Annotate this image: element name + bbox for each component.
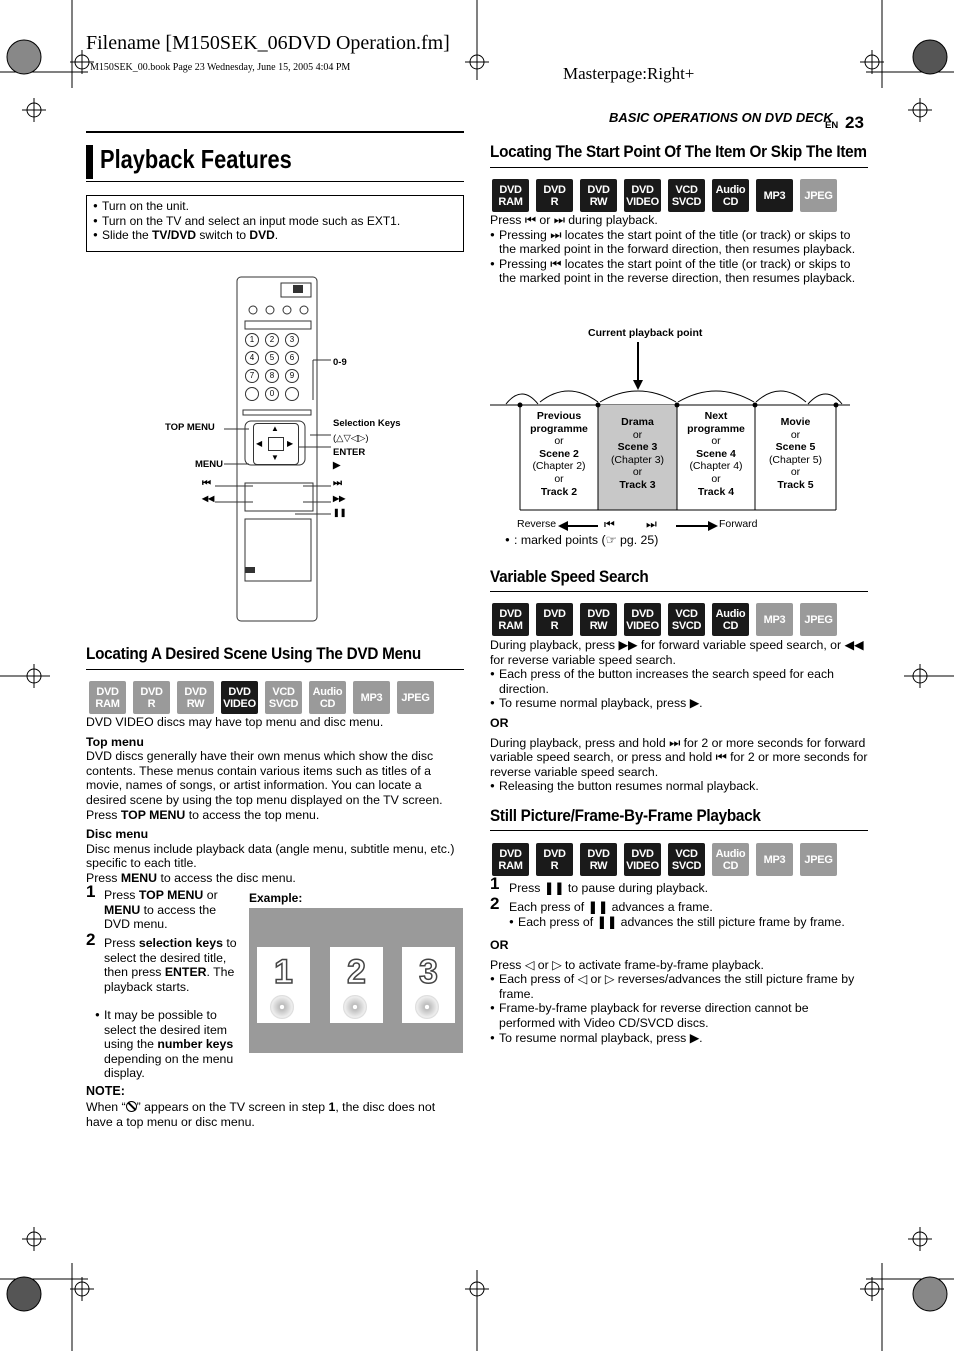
reverse-label: Reverse (517, 518, 557, 530)
vss-bullet: ● Releasing the button resumes normal playback. (490, 779, 868, 794)
title-bar (86, 145, 93, 179)
next-label: ⏭ (333, 478, 342, 489)
disc-badge: DVD RAM (492, 843, 529, 876)
disc-type-badges (492, 843, 837, 876)
title-rule (86, 131, 464, 133)
disc-menu-press: Press MENU to access the disc menu. (86, 870, 296, 885)
disc-badge: MP3 (756, 179, 793, 212)
disc-badge: DVD R (536, 843, 573, 876)
disc-badge: VCD SVCD (668, 603, 705, 636)
number-key[interactable]: 2 (265, 333, 279, 347)
example-title-2[interactable]: 2 (330, 947, 383, 1023)
menu-section-body (86, 715, 464, 886)
prev-icon: ⏮ (604, 517, 615, 531)
number-key[interactable]: 4 (245, 351, 259, 365)
disc-badge: DVD RAM (492, 179, 529, 212)
number-key[interactable]: 8 (265, 369, 279, 383)
locate-bullet-forward: ● Pressing ⏭ locates the start point of the title (or track) or skips to the marked point in the forward direction, then resumes playback. (490, 228, 868, 257)
prev-icon: ⏮ (524, 213, 536, 227)
disc-badge: Audio CD (309, 681, 346, 714)
book-info: M150SEK_00.book Page 23 Wednesday, June 15, 2005 4:04 PM (90, 62, 351, 73)
prep-item: ● Turn on the unit. (93, 199, 457, 214)
note-text: When “ ” appears on the TV screen in step 1, the disc does not have a top menu or disc menu. (86, 1100, 436, 1129)
still-section-heading: Still Picture/Frame-By-Frame Playback (490, 806, 761, 825)
prep-item: ● Slide the TV/DVD switch to DVD. (93, 228, 457, 243)
step-1-text: Press TOP MENU or MENU to access the DVD menu. (104, 888, 218, 932)
number-key[interactable] (285, 387, 299, 401)
selection-keys-label: Selection Keys (333, 418, 401, 429)
example-menu-screen (249, 908, 463, 1053)
disc-badge: VCD SVCD (265, 681, 302, 714)
menu-section-heading: Locating A Desired Scene Using The DVD Menu (86, 644, 421, 663)
play-icon: ▶ (689, 696, 700, 711)
number-key[interactable] (245, 387, 259, 401)
disc-badge: DVD RW (580, 179, 617, 212)
still-bullet: ● Frame-by-frame playback for reverse direction cannot be performed with Video CD/SVCD discs. (490, 1001, 868, 1030)
number-keys-label: 0-9 (333, 357, 347, 368)
example-title-3[interactable]: 3 (402, 947, 455, 1023)
enter-label: ENTER (333, 447, 366, 458)
vss-bullet: ● To resume normal playback, press ▶. (490, 696, 868, 711)
number-key[interactable]: 1 (245, 333, 259, 347)
number-key[interactable]: 9 (285, 369, 299, 383)
disc-badge: DVD R (133, 681, 170, 714)
pause-icon: ❚❚ (596, 914, 618, 929)
ff-label: ▶▶ (333, 494, 346, 503)
vss-section-rule (490, 591, 868, 592)
still-section-body (490, 938, 868, 1045)
left-arrow-icon: ◁ (524, 957, 535, 972)
reference-icon: ☞ (605, 533, 617, 547)
number-key[interactable]: 6 (285, 351, 299, 365)
example-title-1[interactable]: 1 (257, 947, 310, 1023)
skip-diagram (490, 322, 868, 552)
still-step-1-number: 1 (490, 874, 500, 893)
disc-badge: Audio CD (712, 179, 749, 212)
current-point-label: Current playback point (588, 327, 703, 339)
still-section-rule (490, 830, 868, 831)
disc-badge: DVD RAM (492, 603, 529, 636)
disc-badge: DVD RW (177, 681, 214, 714)
or-label: OR (490, 715, 509, 730)
top-menu-heading: Top menu (86, 734, 144, 749)
disc-badge: DVD VIDEO (624, 179, 661, 212)
menu-intro: DVD VIDEO discs may have top menu and disc menu. (86, 715, 384, 729)
prev-icon: ⏮ (715, 750, 727, 765)
step-2-text: Press selection keys to select the desired title, then press ENTER. The playback starts. (104, 936, 237, 994)
disc-badge: DVD RW (580, 843, 617, 876)
still-step-1-text: Press ❚❚ to pause during playback. (509, 881, 709, 895)
prohibited-icon (126, 1101, 137, 1112)
lang-tag: EN (825, 120, 839, 131)
masterpage-label: Masterpage:Right+ (563, 64, 695, 83)
topmenu-label: TOP MENU (165, 422, 215, 433)
selection-keys-symbols: (△▽◁▷) (333, 433, 369, 444)
next-icon: ⏭ (550, 227, 562, 242)
next-icon: ⏭ (646, 517, 657, 531)
disc-type-badges (492, 603, 837, 636)
number-key[interactable]: 0 (265, 387, 279, 401)
top-menu-text: DVD discs generally have their own menus which show the disc contents. These menus contain various items such as titles of a movie, names of songs, or artist information. You can locate a desired scene by using the top menu displayed on the TV screen. (86, 749, 443, 807)
step-2-bullet: ● It may be possible to select the desired item using the number keys depending on the menu display. (95, 1008, 246, 1081)
remote-control-illustration (165, 275, 401, 625)
disc-badge: VCD SVCD (668, 843, 705, 876)
number-key[interactable]: 7 (245, 369, 259, 383)
rewind-icon: ◀◀ (844, 638, 864, 652)
disc-menu-text: Disc menus include playback data (angle menu, subtitle menu, etc.) specific to each title. (86, 841, 455, 871)
disc-menu-heading: Disc menu (86, 827, 149, 842)
vss-hold-text: During playback, press and hold ⏭ for 2 or more seconds for forward variable speed search, or press and hold ⏮ for 2 or more seconds for reverse variable speed search. (490, 735, 868, 779)
menu-section-rule (86, 669, 464, 670)
play-icon: ▶ (689, 1030, 700, 1045)
menu-label: MENU (195, 459, 223, 470)
still-step-2-bullet: ● Each press of ❚❚ advances the still picture frame by frame. (509, 915, 867, 930)
diagram-cell: Next programme or Scene 4 (Chapter 4) or Track 4 (687, 410, 745, 498)
disc-type-badges (89, 681, 434, 714)
number-key[interactable]: 5 (265, 351, 279, 365)
vss-section-body (490, 638, 868, 794)
fast-forward-icon: ▶▶ (618, 638, 638, 652)
filename-header: Filename [M150SEK_06DVD Operation.fm] (86, 32, 450, 54)
disc-badge: JPEG (800, 603, 837, 636)
disc-badge: MP3 (756, 603, 793, 636)
next-icon: ⏭ (669, 735, 681, 750)
still-bullet: ● Each press of ◁ or ▷ reverses/advances the still picture frame by frame. (490, 972, 868, 1001)
disc-type-badges (492, 179, 837, 212)
or-label: OR (490, 938, 509, 952)
locate-section-rule (490, 167, 868, 168)
vss-bullet: ● Each press of the button increases the search speed for each direction. (490, 667, 868, 696)
running-head: BASIC OPERATIONS ON DVD DECK (609, 110, 833, 125)
disc-badge: Audio CD (712, 843, 749, 876)
rew-label: ◀◀ (202, 494, 215, 503)
prep-item: ● Turn on the TV and select an input mode such as EXT1. (93, 214, 457, 229)
diagram-cell-current: Drama or Scene 3 (Chapter 3) or Track 3 (610, 416, 665, 491)
disc-badge: DVD R (536, 179, 573, 212)
pause-label: ❚❚ (333, 508, 347, 517)
locate-section-heading: Locating The Start Point Of The Item Or Skip The Item (490, 142, 867, 161)
still-step-2-number: 2 (490, 894, 500, 913)
step-1-number: 1 (86, 882, 96, 901)
disc-badge: MP3 (353, 681, 390, 714)
marked-points-legend: ● : marked points (☞ pg. 25) (505, 533, 883, 548)
prev-label: ⏮ (202, 478, 211, 489)
pause-icon: ❚❚ (587, 900, 609, 914)
locate-section-body (490, 213, 868, 286)
disc-badge: DVD R (536, 603, 573, 636)
left-arrow-icon: ◁ (577, 972, 588, 987)
next-icon: ⏭ (553, 213, 565, 227)
disc-badge: Audio CD (712, 603, 749, 636)
disc-badge: MP3 (756, 843, 793, 876)
example-label: Example: (249, 891, 303, 905)
prev-icon: ⏮ (550, 256, 562, 271)
preparation-box (86, 195, 464, 252)
right-arrow-icon: ▷ (552, 957, 562, 972)
disc-badge: VCD SVCD (668, 179, 705, 212)
play-label: ▶ (333, 460, 341, 471)
locate-bullet-reverse: ● Pressing ⏮ locates the start point of the title (or track) or skips to the marked point in the reverse direction, then resumes playback. (490, 257, 868, 286)
number-key[interactable]: 3 (285, 333, 299, 347)
note-heading: NOTE: (86, 1084, 125, 1098)
disc-badge: DVD VIDEO (624, 843, 661, 876)
pause-icon: ❚❚ (543, 881, 565, 895)
still-step-2-text: Each press of ❚❚ advances a frame. ● Each press of ❚❚ advances the still picture frame by frame. (509, 900, 867, 929)
diagram-cell: Previous programme or Scene 2 (Chapter 2) or Track 2 (530, 410, 588, 498)
disc-badge: DVD RW (580, 603, 617, 636)
vss-intro: During playback, press ▶▶ for forward variable speed search, or ◀◀ for reverse variable speed search. (490, 638, 864, 667)
title-underline (86, 181, 464, 182)
locate-instruction: Press ⏮ or ⏭ during playback. (490, 213, 658, 227)
still-bullet: ● To resume normal playback, press ▶. (490, 1031, 868, 1046)
still-frame-text: Press ◁ or ▷ to activate frame-by-frame playback. (490, 957, 764, 972)
right-arrow-icon: ▷ (604, 972, 615, 987)
disc-badge: JPEG (800, 179, 837, 212)
disc-badge: DVD VIDEO (221, 681, 258, 714)
page-number: 23 (845, 113, 864, 132)
number-keypad (245, 333, 311, 401)
disc-badge: JPEG (800, 843, 837, 876)
selection-keys[interactable]: ▲ ▼ ◀ ▶ (253, 423, 299, 465)
vss-section-heading: Variable Speed Search (490, 567, 649, 586)
disc-badge: DVD VIDEO (624, 603, 661, 636)
page-title: Playback Features (100, 144, 292, 174)
diagram-cell: Movie or Scene 5 (Chapter 5) or Track 5 (768, 416, 823, 491)
disc-badge: JPEG (397, 681, 434, 714)
step-2-number: 2 (86, 930, 96, 949)
disc-badge: DVD RAM (89, 681, 126, 714)
forward-label: Forward (719, 518, 758, 530)
top-menu-press: Press TOP MENU to access the top menu. (86, 807, 320, 822)
